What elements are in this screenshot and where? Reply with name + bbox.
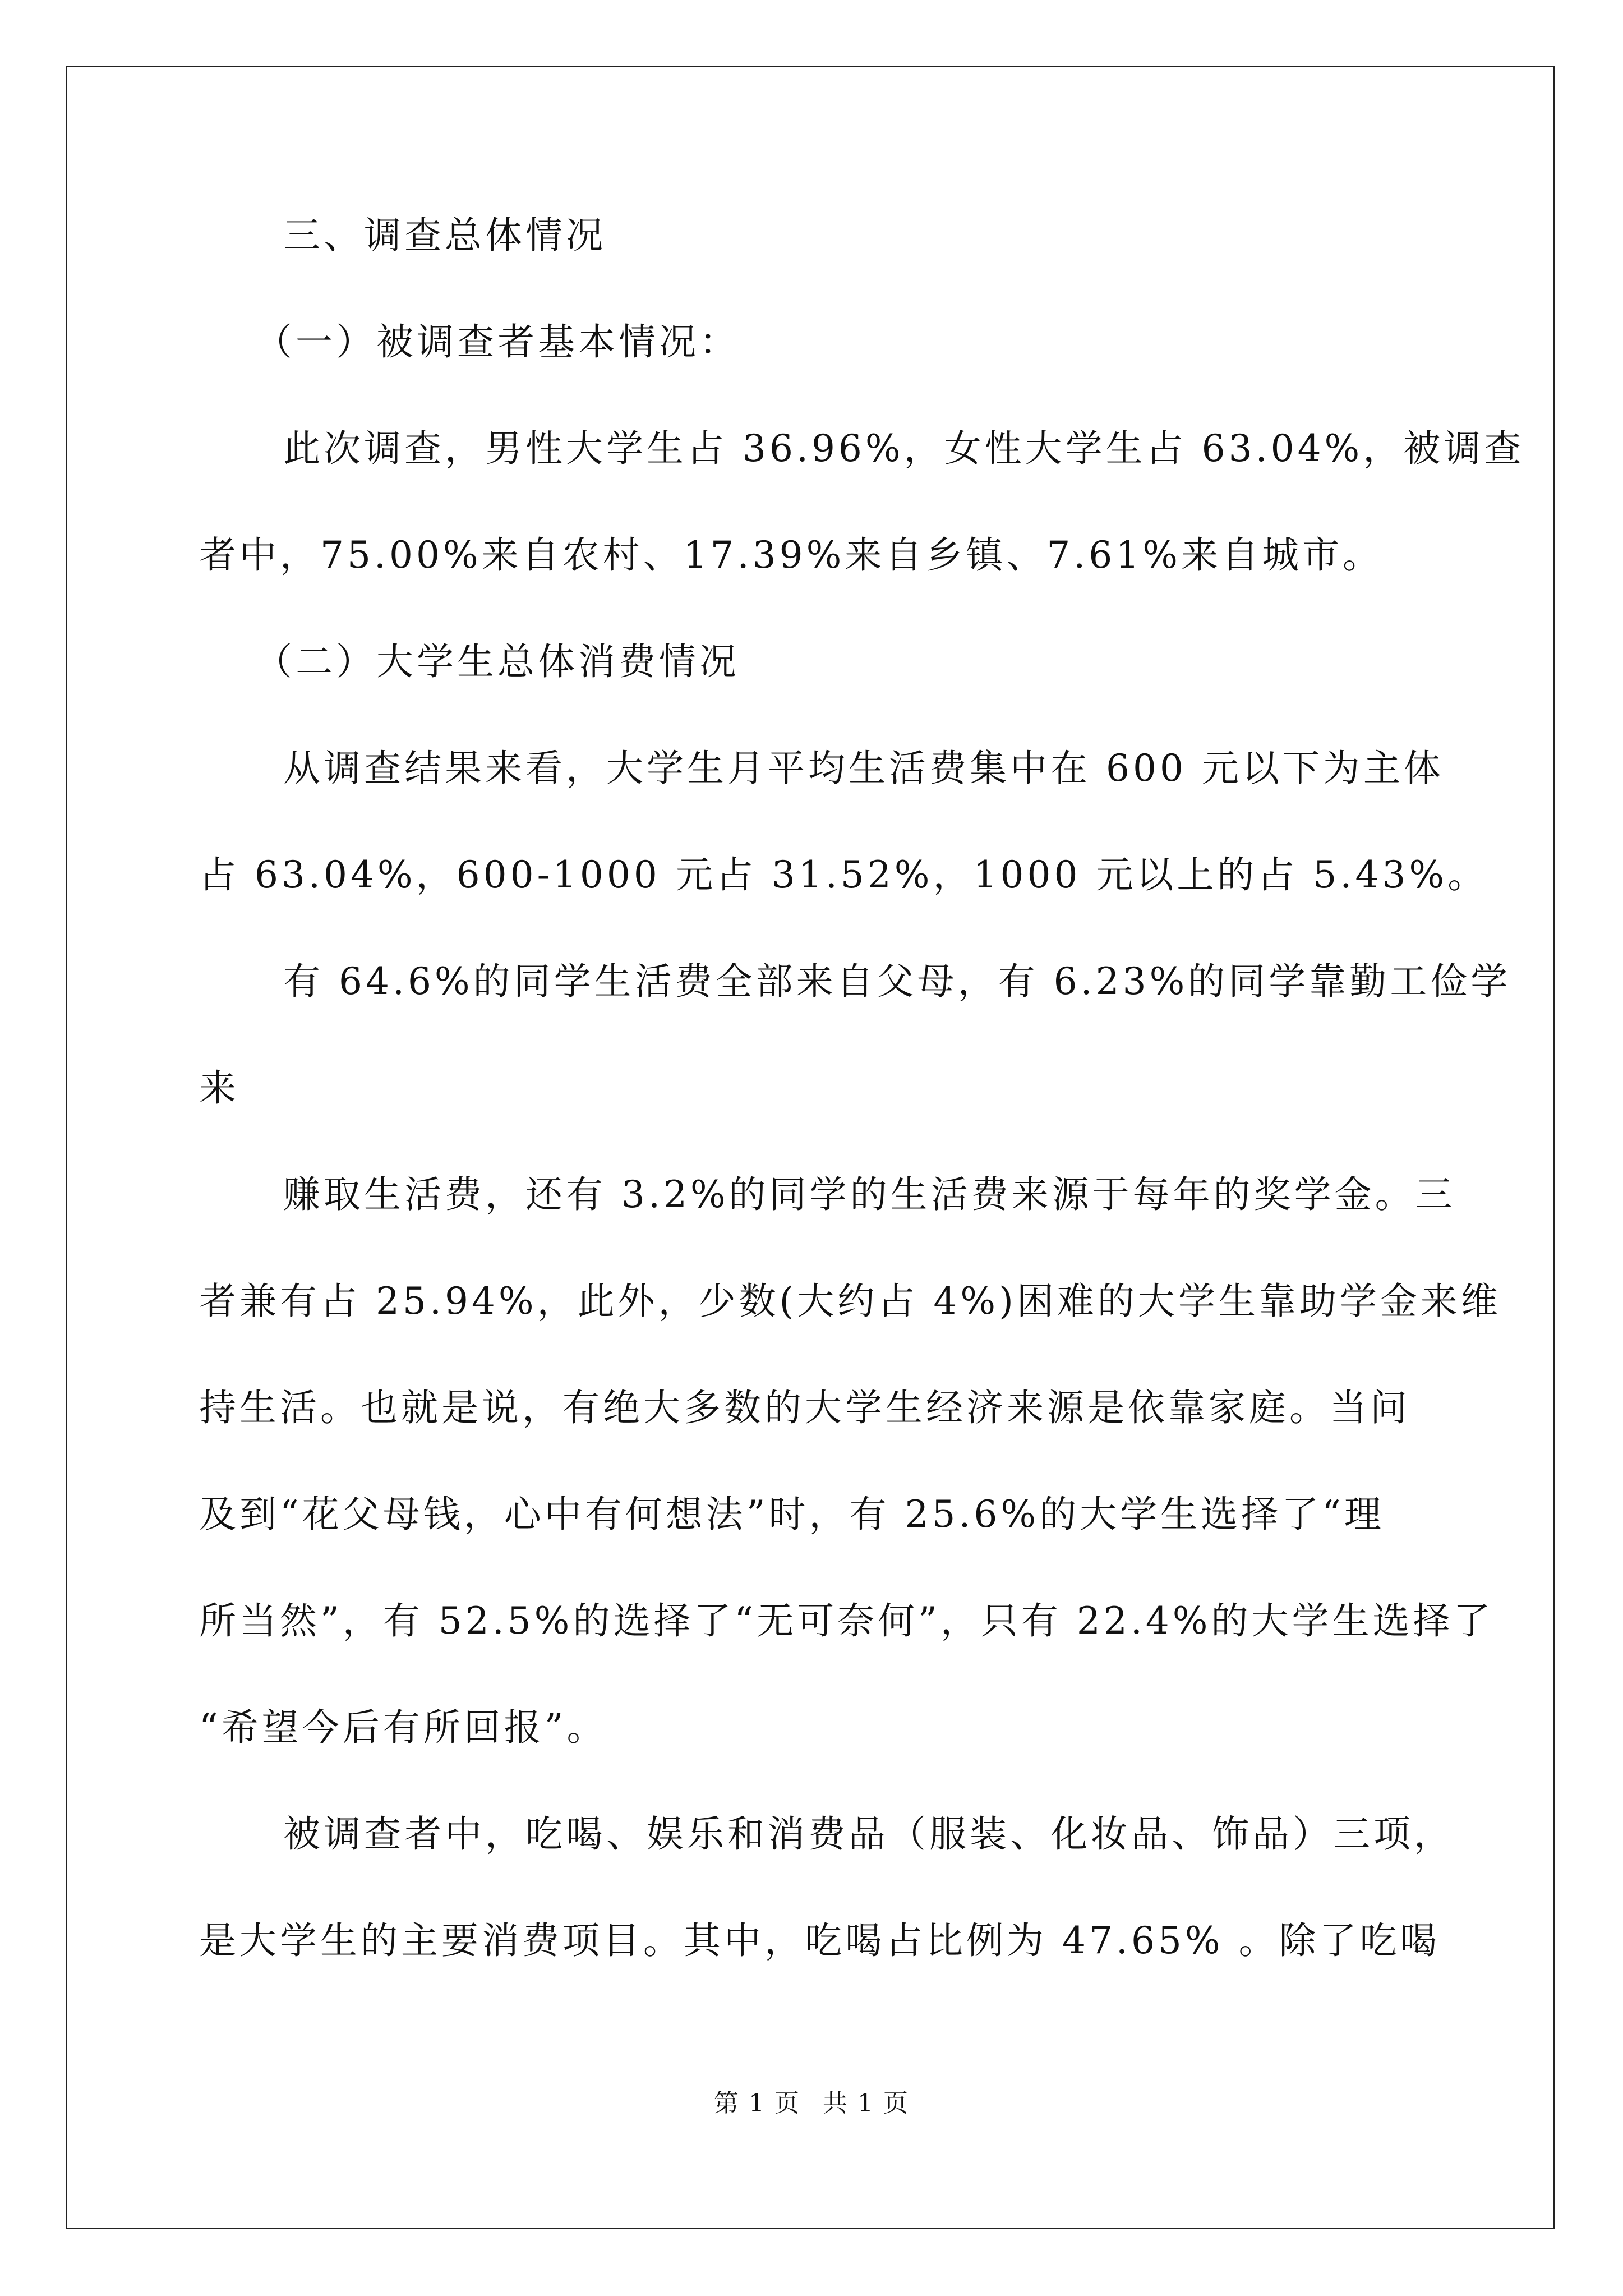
subheading-consumption: （二）大学生总体消费情况 <box>255 640 740 683</box>
page-footer <box>0 2087 1623 2120</box>
paragraph-line: 及到“花父母钱，心中有何想法”时，有 25.6%的大学生选择了“理 <box>199 1493 1385 1536</box>
paragraph-line: 是大学生的主要消费项目。其中，吃喝占比例为 47.65% 。除了吃喝 <box>199 1919 1441 1962</box>
paragraph-line: 者中，75.00%来自农村、17.39%来自乡镇、7.61%来自城市。 <box>199 533 1383 577</box>
paragraph-line: “希望今后有所回报”。 <box>199 1706 607 1749</box>
paragraph-line: 所当然”，有 52.5%的选择了“无可奈何”，只有 22.4%的大学生选择了 <box>199 1599 1494 1642</box>
paragraph-line: 被调查者中，吃喝、娱乐和消费品（服装、化妆品、饰品）三项， <box>283 1812 1454 1856</box>
paragraph-line: 此次调查，男性大学生占 36.96%，女性大学生占 63.04%，被调查 <box>283 427 1525 470</box>
paragraph-line: 来 <box>199 1066 239 1110</box>
paragraph-line: 从调查结果来看，大学生月平均生活费集中在 600 元以下为主体 <box>283 747 1444 790</box>
page-number-total: 共 1 页 <box>823 2089 909 2118</box>
paragraph-line: 有 64.6%的同学生活费全部来自父母，有 6.23%的同学靠勤工俭学 <box>283 960 1511 1003</box>
paragraph-line: 持生活。也就是说，有绝大多数的大学生经济来源是依靠家庭。当问 <box>199 1386 1410 1429</box>
paragraph-line: 者兼有占 25.94%，此外，少数(大约占 4%)困难的大学生靠助学金来维 <box>199 1280 1501 1323</box>
page-number-current: 第 1 页 <box>714 2089 800 2118</box>
subheading-basic-info: （一）被调查者基本情况： <box>255 320 740 364</box>
section-heading: 三、调查总体情况 <box>283 214 606 257</box>
page-border <box>66 66 1555 2229</box>
paragraph-line: 占 63.04%，600-1000 元占 31.52%，1000 元以上的占 5.43%。 <box>199 853 1488 896</box>
paragraph-line: 赚取生活费，还有 3.2%的同学的生活费来源于每年的奖学金。三 <box>283 1173 1456 1216</box>
